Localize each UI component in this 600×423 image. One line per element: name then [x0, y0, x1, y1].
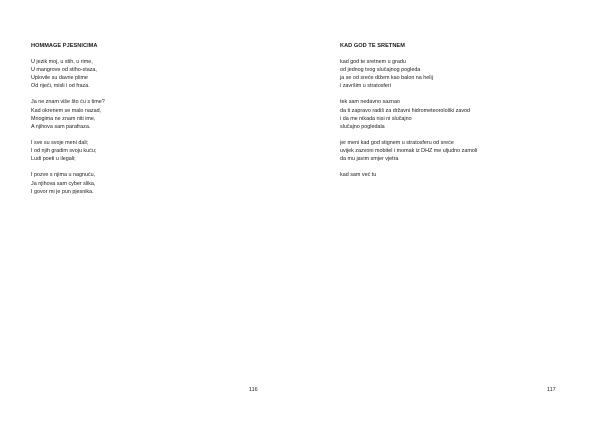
page-number: 117: [547, 387, 556, 393]
verse-line: ja se od sreće dižem kao balon na helij: [340, 75, 433, 82]
stanza: [31, 98, 271, 131]
verse-line: Ludi poeti u ilegali;: [31, 156, 76, 163]
verse-line: i da me nikada nisi ni slučajno: [340, 115, 412, 122]
page-number: 116: [249, 387, 258, 393]
verse-line: Od riječi, misli i od fraza.: [31, 83, 90, 90]
verse-line: i završim u stratosferi: [340, 83, 391, 90]
verse-line: od jednog tvog slučajnog pogleda: [340, 67, 421, 73]
verse-line: I sve su svoje meni dali;: [31, 140, 89, 147]
verse-line: kad sam već tu: [340, 172, 377, 179]
verse-line: U mangrove od stiho-staza,: [31, 67, 97, 73]
poem-hommage-pjesnicima: [31, 43, 271, 204]
verse-line: Ja ne znam više što ću s time?: [31, 99, 105, 106]
verse-line: A njihova sam parafraza.: [31, 124, 91, 131]
verse-line: da ti zapravo radiš za državni hidrometeorološki zavod: [340, 107, 471, 114]
stanza: [31, 139, 271, 164]
poem-kad-god-te-sretnem: [340, 43, 580, 187]
verse-line: I pozve s njima u nagnuću,: [31, 172, 96, 179]
verse-line: jer meni kad god stignem u stratosferu od sreće: [340, 140, 454, 147]
verse-line: Ja njihova sam cyber slika,: [31, 180, 96, 187]
verse-line: kad god te sretnem u gradu: [340, 58, 406, 65]
poem-title: KAD GOD TE SRETNEM: [340, 43, 405, 49]
verse-line: da mu javim smjer vjetra: [340, 156, 399, 163]
stanza: [340, 58, 580, 91]
verse-line: I od njih gradim svoju kuću;: [31, 148, 97, 155]
verse-line: Mnogima ne znam niti ime,: [31, 115, 96, 122]
stanza: [340, 98, 580, 131]
verse-line: Kad okrenem se malo nazad,: [31, 107, 102, 114]
right-page: [300, 0, 600, 423]
stanza: [31, 171, 271, 196]
verse-line: uvijek zazvoni mobitel i momak iz DHZ me uljudno zamoli: [340, 148, 478, 155]
poem-title: HOMMAGE PJESNICIMA: [31, 43, 98, 49]
verse-line: tek sam nedavno saznao: [340, 99, 400, 106]
stanza: [31, 58, 271, 91]
verse-line: U jezik moj, u stih, u rime,: [31, 58, 93, 65]
verse-line: Uplovile su davne plime: [31, 75, 88, 82]
stanza: [340, 139, 580, 164]
verse-line: I govor mi je pun pjesnika.: [31, 188, 94, 195]
verse-line: slučajno pogledala: [340, 124, 385, 131]
stanza: [340, 171, 580, 179]
